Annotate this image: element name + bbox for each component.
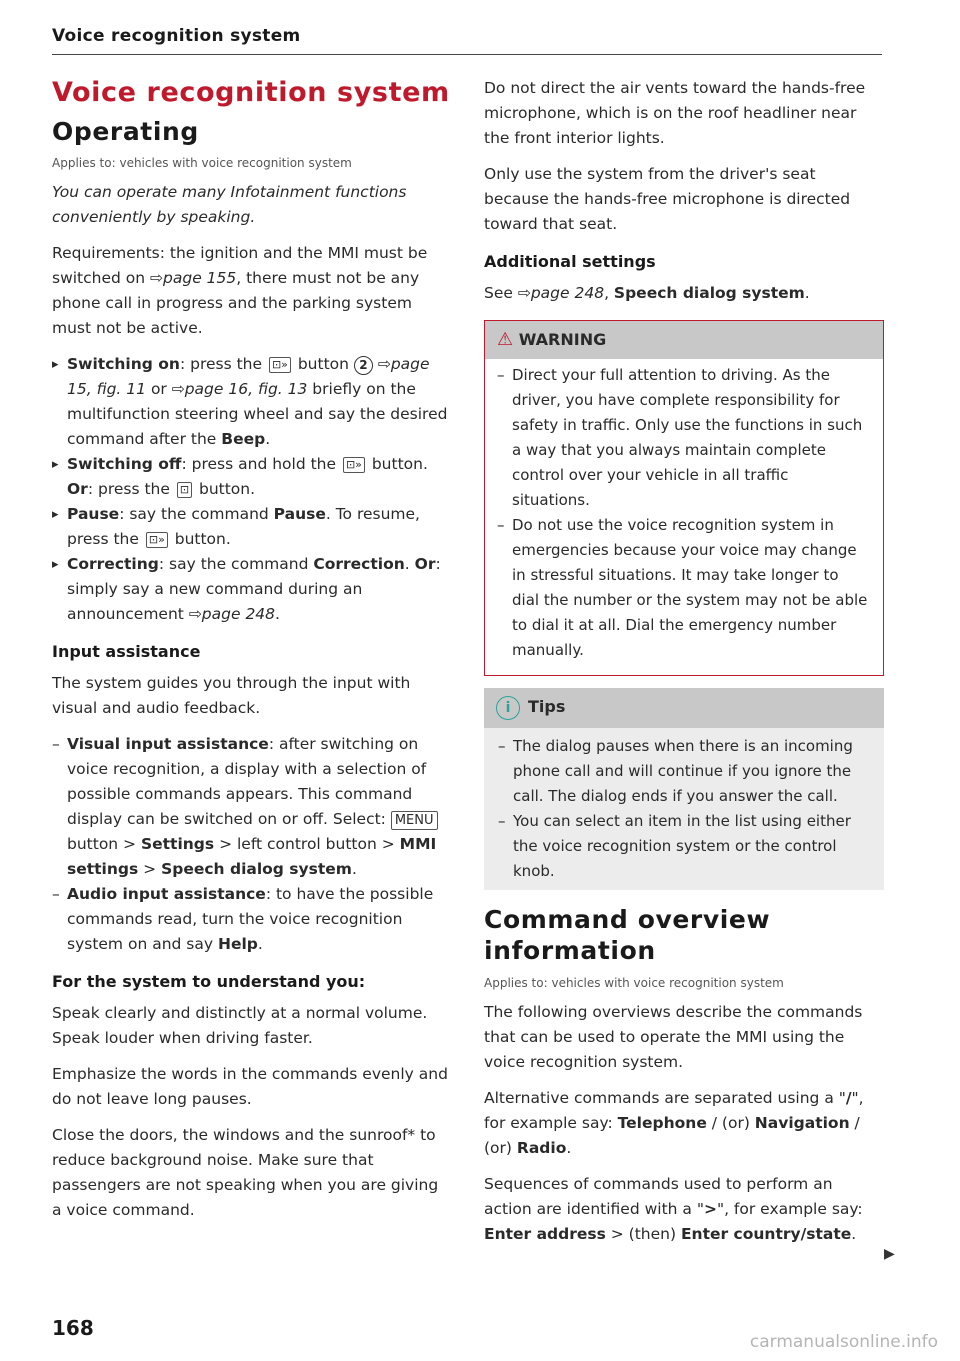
warning-header <box>485 321 883 359</box>
talk-button-icon: ⊡» <box>269 357 291 373</box>
input-assistance-text: The system guides you through the input with visual and audio feedback. <box>52 674 411 717</box>
page-header <box>52 26 882 55</box>
warning-item: – Do not use the voice recognition system in emergencies because your voice may change in stressful situations. It may take longer to dial the number or the system may not be able to dial it at all. Dial the emergency number manually. <box>497 513 869 663</box>
list-item-switching-on: ▸ Switching on: press the ⊡» button 2 ⇨page 15, fig. 11 or ⇨page 16, fig. 13 briefly on the multifunction steering wheel and say the desired command after the Beep. <box>52 352 450 452</box>
paragraph: Emphasize the words in the commands evenly and do not leave long pauses. <box>52 1065 448 1108</box>
subsection-title: Operating <box>52 117 199 146</box>
page-ref-link[interactable]: ⇨page 248 <box>517 284 605 302</box>
paragraph: Close the doors, the windows and the sunroof* to reduce background noise. Make sure that passengers are not speaking when you are giving a voice command. <box>52 1126 439 1219</box>
page-ref-link[interactable]: ⇨page 16, fig. 13 <box>171 380 308 398</box>
menu-key: MENU <box>391 811 438 830</box>
page-ref-link[interactable]: ⇨page 155 <box>150 269 237 287</box>
command-sequences: Sequences of commands used to perform an action are identified with a ">", for example say: Enter address > (then) Enter country/state. <box>484 1175 863 1243</box>
watermark: carmanualsonline.info <box>749 1332 938 1352</box>
tips-list <box>484 728 884 890</box>
talk-button-icon: ⊡» <box>343 457 365 473</box>
back-button-icon: ⊡ <box>177 482 192 498</box>
warning-list <box>485 359 883 667</box>
page-number: 168 <box>52 1316 94 1340</box>
warning-title: WARNING <box>518 330 607 349</box>
callout-number: 2 <box>354 356 373 375</box>
section-title: Voice recognition system <box>52 77 450 108</box>
page-ref-link[interactable]: ⇨page 248 <box>188 605 276 623</box>
left-column <box>52 76 450 1234</box>
running-header: Voice recognition system <box>52 26 301 46</box>
warning-item: – Direct your full attention to driving. As the driver, you have complete responsibility for safety in traffic. Only use the functions in such a way that you always maintain complete control over your vehicle in all traffic situations. <box>497 363 869 513</box>
tips-item: – You can select an item in the list using either the voice recognition system or the control knob. <box>498 809 870 884</box>
header-rule <box>52 54 882 55</box>
warning-box <box>484 320 884 676</box>
tips-title: Tips <box>528 697 566 716</box>
command-overview-title: Command overview information <box>484 905 771 965</box>
list-item-pause: ▸ Pause: say the command Pause. To resume, press the ⊡» button. <box>52 502 450 552</box>
alternative-commands: Alternative commands are separated using a "/", for example say: Telephone / (or) Navigation / (or) Radio. <box>484 1089 864 1157</box>
tips-box <box>484 688 884 890</box>
warning-triangle-icon: ⚠ <box>497 329 514 350</box>
paragraph: Only use the system from the driver's seat because the hands-free microphone is directed toward that seat. <box>484 165 851 233</box>
list-item-switching-off: ▸ Switching off: press and hold the ⊡» button. Or: press the ⊡ button. <box>52 452 450 502</box>
heading-understand: For the system to understand you: <box>52 972 366 991</box>
list-item-correcting: ▸ Correcting: say the command Correction. Or: simply say a new command during an announcement ⇨page 248. <box>52 552 450 627</box>
page-ref-link[interactable]: ⇨page 15, fig. 11 <box>67 355 430 398</box>
heading-input-assistance: Input assistance <box>52 642 201 661</box>
list-item-visual: – Visual input assistance: after switching on voice recognition, a display with a selection of possible commands appears. This command display can be switched on or off. Select: MENU button > Settings > left control button > MMI settings > Speech dialog system. <box>52 732 450 882</box>
paragraph: Do not direct the air vents toward the hands-free microphone, which is on the roof headliner near the front interior lights. <box>484 79 866 147</box>
tips-item: – The dialog pauses when there is an incoming phone call and will continue if you ignore the call. The dialog ends if you answer the call. <box>498 734 870 809</box>
heading-additional-settings: Additional settings <box>484 252 656 271</box>
operation-list <box>52 352 450 627</box>
info-icon: i <box>496 696 520 720</box>
right-column <box>484 76 884 1258</box>
applies-to: Applies to: vehicles with voice recognition system <box>484 976 784 990</box>
applies-to: Applies to: vehicles with voice recognition system <box>52 156 352 170</box>
talk-button-icon: ⊡» <box>146 532 168 548</box>
paragraph: Speak clearly and distinctly at a normal volume. Speak louder when driving faster. <box>52 1004 428 1047</box>
assistance-list <box>52 732 450 957</box>
list-item-audio: – Audio input assistance: to have the possible commands read, turn the voice recognition system on and say Help. <box>52 882 450 957</box>
paragraph: The following overviews describe the commands that can be used to operate the MMI using the voice recognition system. <box>484 1003 863 1071</box>
intro-text: You can operate many Infotainment functions conveniently by speaking. <box>52 183 407 226</box>
requirements: Requirements: the ignition and the MMI must be switched on ⇨page 155, there must not be any phone call in progress and the parking system must not be active. <box>52 244 428 337</box>
continue-arrow-icon: ▶ <box>884 1246 895 1262</box>
see-reference: See ⇨page 248, Speech dialog system. <box>484 284 810 302</box>
tips-header <box>484 688 884 728</box>
